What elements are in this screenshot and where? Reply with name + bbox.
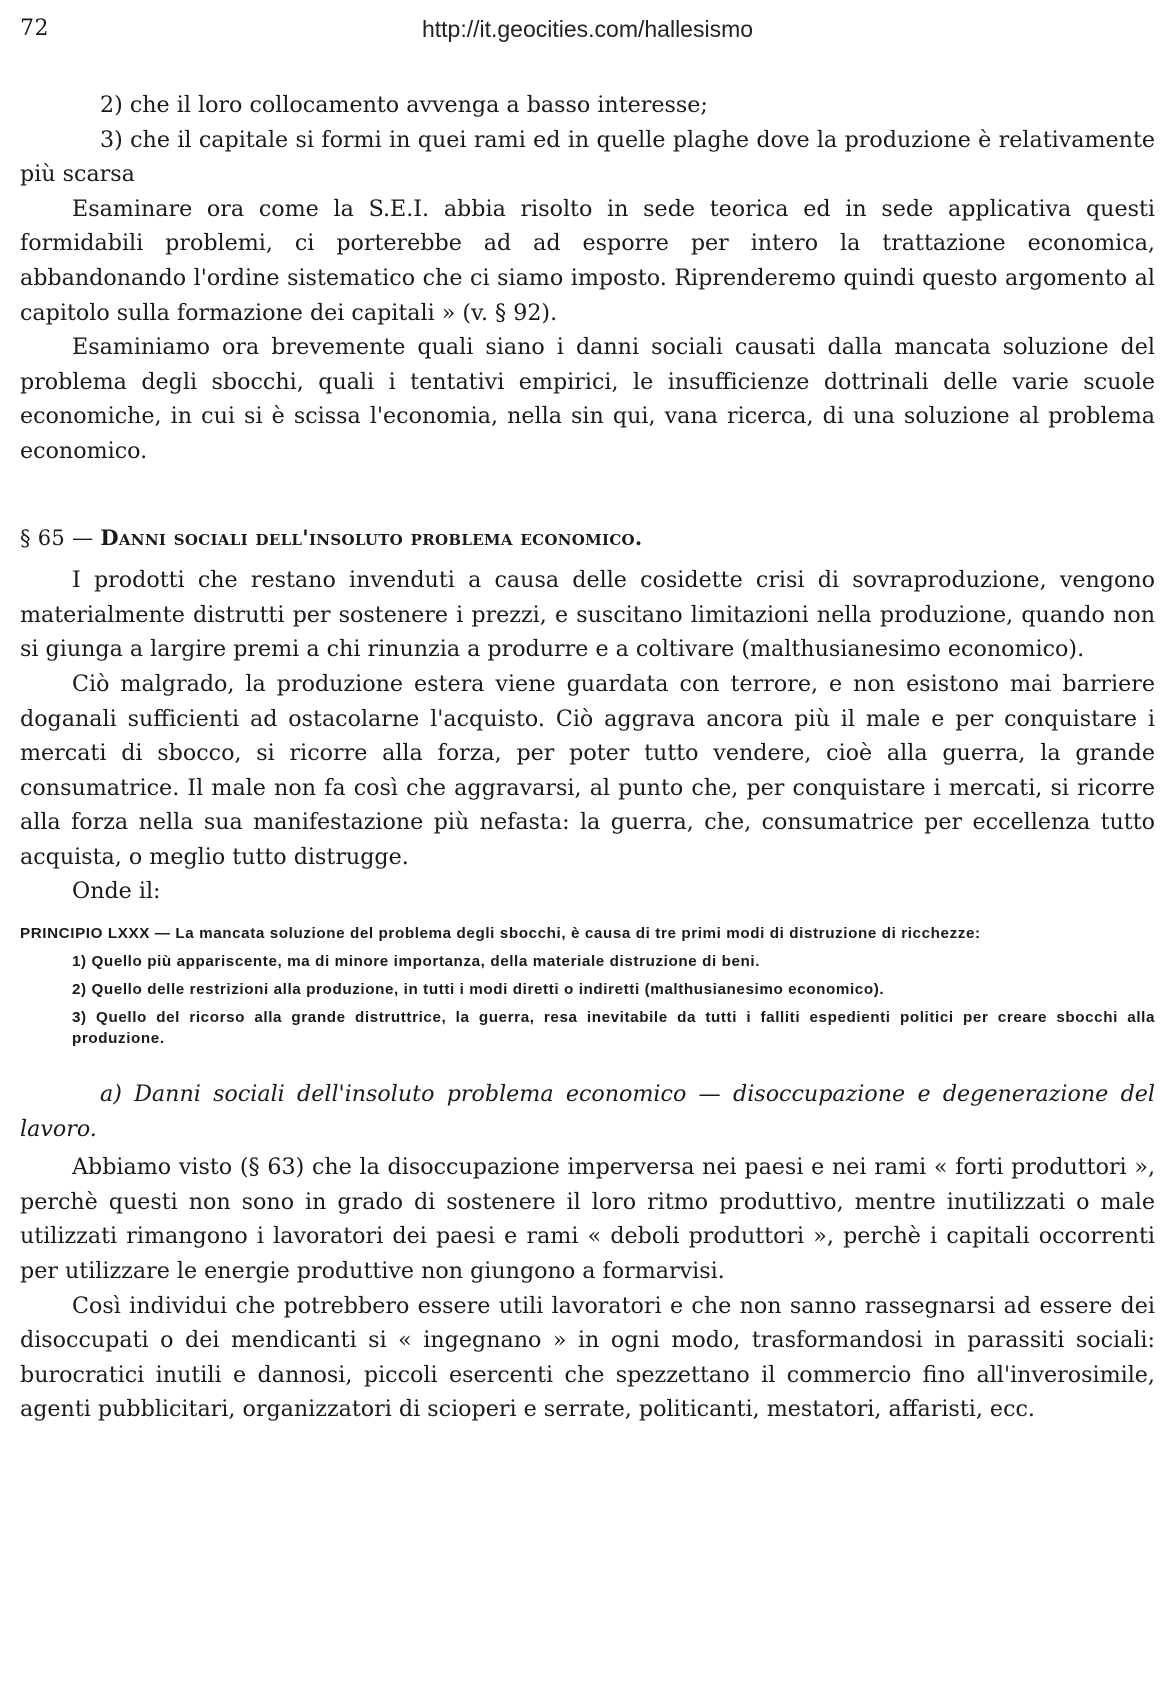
document-page [20,0,1155,1706]
principle-block [20,923,1155,1049]
principle-lead: PRINCIPIO LXXX — La mancata soluzione del problema degli sbocchi, è causa di tre primi modi di distruzione di ricchezze: [20,925,981,943]
section-title: Danni sociali dell'insoluto problema economico. [100,524,643,550]
header-url: http://it.geocities.com/hallesismo [421,16,754,42]
paragraph: Onde il: [72,878,161,905]
paragraph: I prodotti che restano invenduti a causa delle cosidette crisi di sovraproduzione, vengono materialmente distrutti per sostenere i prezzi, e suscitano limitazioni nella produzione, quando non si giunga a largire premi a chi rinunzia a produrre e a coltivare (malthusianesimo economico). [20,567,1155,663]
page-number: 72 [20,16,49,41]
principle-item: 3) Quello del ricorso alla grande distruttrice, la guerra, resa inevitabile da tutti i falliti espedienti politici per creare sbocchi alla produzione. [72,1009,1155,1048]
paragraph: Esaminare ora come la S.E.I. abbia risolto in sede teorica ed in sede applicativa questi formidabili problemi, ci porterebbe ad ad esporre per intero la trattazione economica, abbandonando l'ordine sistematico che ci siamo imposto. Riprenderemo quindi questo argomento al capitolo sulla formazione dei capitali » (v. § 92). [20,195,1155,326]
section-heading [20,521,1155,556]
paragraph: Così individui che potrebbero essere utili lavoratori e che non sanno rassegnarsi ad essere dei disoccupati o dei mendicanti si « ingegnano » in ogni modo, trasformandosi in parassiti sociali: burocratici inutili e dannosi, piccoli esercenti che spezzettano il commercio fino all'inverosimile, agenti pubblicitari, organizzatori di scioperi e serrate, politicanti, mestatori, affaristi, ecc. [20,1292,1155,1423]
section-number: § 65 — [20,525,94,550]
paragraph: Esaminiamo ora brevemente quali siano i danni sociali causati dalla mancata soluzione del problema degli sbocchi, quali i tentativi empirici, le insufficienze dottrinali delle varie scuole economiche, in cui si è scissa l'economia, nella sin qui, vana ricerca, di una soluzione al problema economico. [20,334,1155,464]
principle-item: 1) Quello più appariscente, ma di minore importanza, della materiale distruzione di beni. [72,953,761,971]
paragraph: Abbiamo visto (§ 63) che la disoccupazione imperversa nei paesi e nei rami « forti produttori », perchè questi non sono in grado di sostenere il loro ritmo produttivo, mentre inutilizzati o male utilizzati rimangono i lavoratori dei paesi e rami « deboli produttori », perchè i capitali occorrenti per utilizzare le energie produttive non giungono a formarvisi. [20,1154,1155,1285]
paragraph: 2) che il loro collocamento avvenga a basso interesse; [100,92,708,118]
subsection-heading: a) Danni sociali dell'insoluto problema economico — disoccupazione e degenerazione del lavoro. [20,1081,1155,1142]
body-text [20,88,1155,1427]
paragraph: Ciò malgrado, la produzione estera viene guardata con terrore, e non esistono mai barriere doganali sufficienti ad ostacolarne l'acquisto. Ciò aggrava ancora più il male e per conquistare i mercati di sbocco, si ricorre alla forza, per poter tutto vendere, cioè alla guerra, la grande consumatrice. Il male non fa così che aggravarsi, al punto che, per conquistare i mercati, si ricorre alla forza nella sua manifestazione più nefasta: la guerra, che, consumatrice per eccellenza tutto acquista, o meglio tutto distrugge. [20,670,1155,870]
paragraph: 3) che il capitale si formi in quei rami ed in quelle plaghe dove la produzione è relativamente più scarsa [20,126,1155,188]
principle-item: 2) Quello delle restrizioni alla produzione, in tutti i modi diretti o indiretti (malthusianesimo economico). [72,981,885,999]
